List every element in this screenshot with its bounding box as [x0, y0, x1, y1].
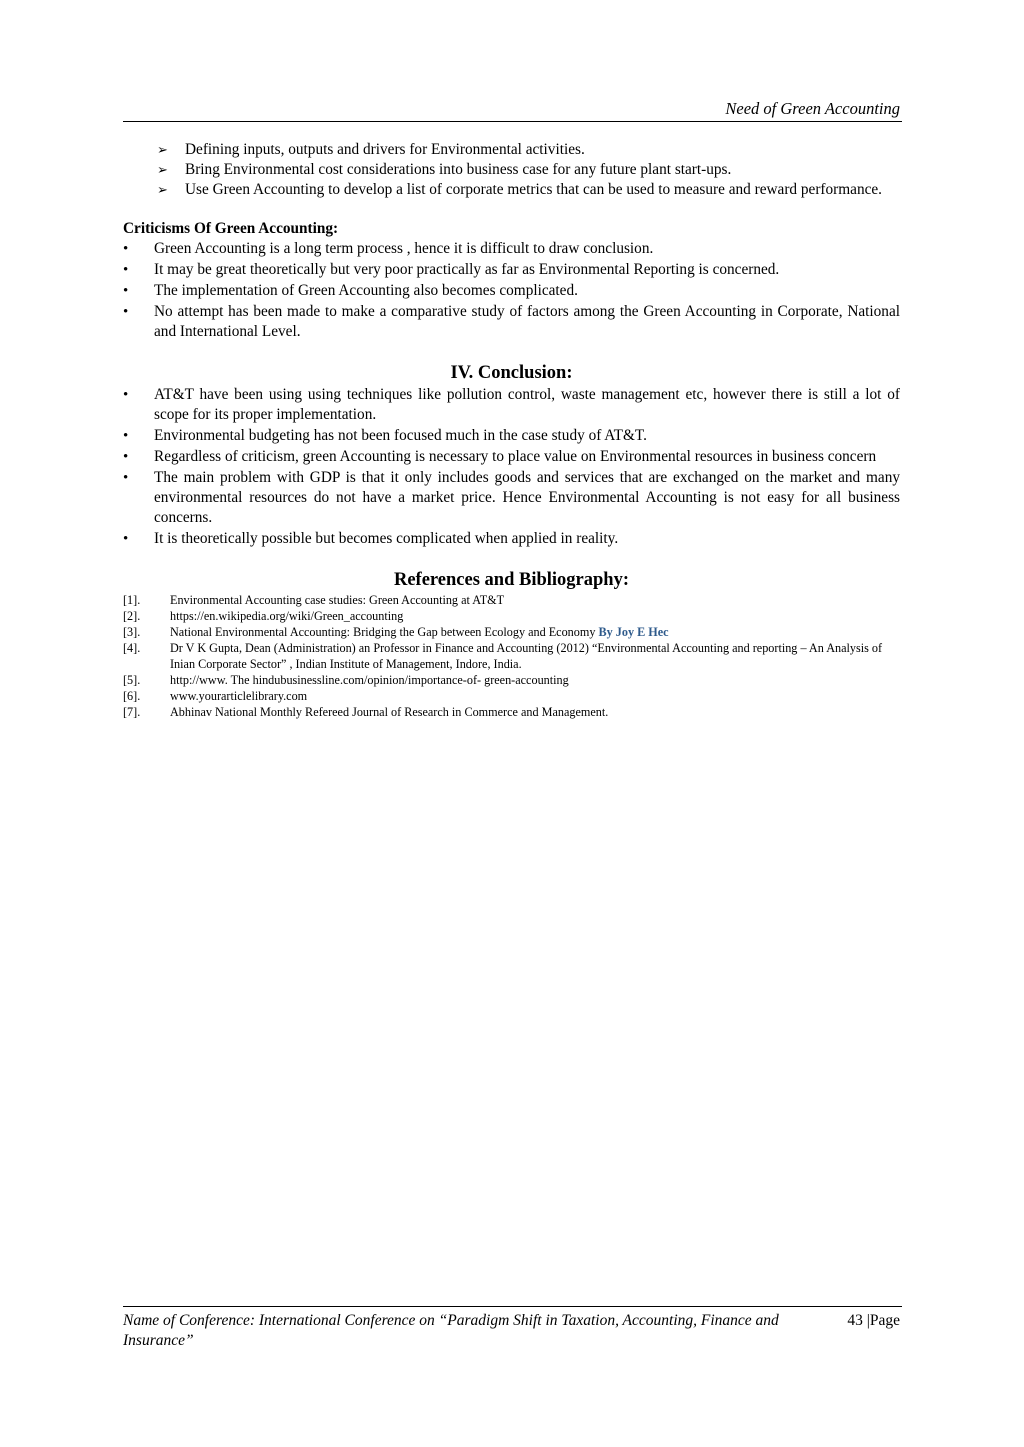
list-item-text: No attempt has been made to make a comparative study of factors among the Green Accounting in Corporate, National and International Level. — [154, 303, 900, 340]
reference-text: http://www. The hindubusinessline.com/opinion/importance-of- green-accounting — [170, 673, 569, 687]
reference-author-link[interactable]: By Joy E Hec — [598, 625, 669, 639]
list-item — [123, 281, 900, 301]
footer-page-number: 43 |Page — [847, 1312, 900, 1329]
references-list — [123, 592, 900, 720]
bullet-icon: • — [123, 428, 129, 444]
list-item-text: AT&T have been using using techniques like pollution control, waste management etc, however there is still a lot of scope for its proper implementation. — [154, 386, 900, 423]
conclusion-list — [123, 385, 900, 549]
criticisms-heading: Criticisms Of Green Accounting: — [123, 220, 339, 237]
conclusion-heading: IV. Conclusion: — [450, 363, 573, 383]
list-item-text: The main problem with GDP is that it only includes goods and services that are exchanged on the market and many environmental resources do not have a market price. Hence Environmental Accounting is not easy for all business concerns. — [154, 469, 900, 526]
list-item — [123, 260, 900, 280]
list-item-text: Use Green Accounting to develop a list of corporate metrics that can be used to measure and reward performance. — [185, 181, 883, 198]
list-item — [123, 180, 900, 200]
header-rule — [123, 121, 902, 122]
reference-text: Abhinav National Monthly Refereed Journal of Research in Commerce and Management. — [170, 705, 609, 719]
footer-rule — [123, 1306, 902, 1307]
list-item-text: Environmental budgeting has not been focused much in the case study of AT&T. — [154, 427, 647, 444]
reference-number: [2]. — [123, 609, 141, 623]
bullet-icon: • — [123, 304, 129, 320]
arrow-icon: ➢ — [157, 182, 168, 197]
list-item — [123, 160, 900, 180]
list-item-text: Bring Environmental cost considerations into business case for any future plant start-ups. — [185, 161, 732, 178]
bullet-icon: • — [123, 387, 129, 403]
list-item — [123, 140, 900, 160]
list-item — [123, 239, 900, 259]
reference-number: [6]. — [123, 689, 141, 703]
list-item — [123, 529, 900, 549]
list-item-text: It is theoretically possible but becomes complicated when applied in reality. — [154, 530, 619, 547]
bullet-icon: • — [123, 449, 129, 465]
reference-number: [4]. — [123, 641, 141, 655]
reference-item — [123, 704, 900, 720]
arrow-icon: ➢ — [157, 142, 168, 157]
list-item — [123, 447, 900, 467]
list-item-text: It may be great theoretically but very poor practically as far as Environmental Reporting is concerned. — [154, 261, 780, 278]
reference-number: [3]. — [123, 625, 141, 639]
reference-text: National Environmental Accounting: Bridging the Gap between Ecology and Economy — [170, 625, 599, 639]
bullet-icon: • — [123, 241, 129, 257]
references-heading: References and Bibliography: — [393, 570, 630, 590]
reference-item — [123, 688, 900, 704]
list-item — [123, 426, 900, 446]
reference-item — [123, 592, 900, 608]
reference-number: [7]. — [123, 705, 141, 719]
list-item — [123, 468, 900, 528]
list-item-text: Green Accounting is a long term process , hence it is difficult to draw conclusion. — [154, 240, 654, 257]
bullet-icon: • — [123, 262, 129, 278]
bullet-icon: • — [123, 283, 129, 299]
bullet-icon: • — [123, 470, 129, 486]
list-item — [123, 302, 900, 342]
reference-item — [123, 672, 900, 688]
reference-text: Dr V K Gupta, Dean (Administration) an Professor in Finance and Accounting (2012) “Environmental Accounting and reporting – An Analysis of Inian Corporate Sector” , Indian Institute of Management, Indore, India. — [170, 641, 883, 671]
list-item-text: Regardless of criticism, green Accounting is necessary to place value on Environmental resources in business concern — [154, 448, 877, 465]
reference-item — [123, 640, 900, 672]
reference-number: [1]. — [123, 593, 141, 607]
bullet-icon: • — [123, 531, 129, 547]
reference-item — [123, 624, 900, 640]
page-body — [123, 140, 900, 720]
running-header-title: Need of Green Accounting — [725, 99, 900, 118]
reference-text: Environmental Accounting case studies: Green Accounting at AT&T — [170, 593, 505, 607]
reference-item — [123, 608, 900, 624]
criticisms-list — [123, 239, 900, 342]
reference-text: https://en.wikipedia.org/wiki/Green_accounting — [170, 609, 404, 623]
reference-number: [5]. — [123, 673, 141, 687]
list-item-text: The implementation of Green Accounting also becomes complicated. — [154, 282, 578, 299]
footer-conference-name: Name of Conference: International Conference on “Paradigm Shift in Taxation, Accounting, Finance and Insurance” — [123, 1312, 779, 1349]
list-item — [123, 385, 900, 425]
reference-text: www.yourarticlelibrary.com — [170, 689, 308, 703]
arrow-icon: ➢ — [157, 162, 168, 177]
arrow-list — [123, 140, 900, 200]
list-item-text: Defining inputs, outputs and drivers for Environmental activities. — [185, 141, 585, 158]
